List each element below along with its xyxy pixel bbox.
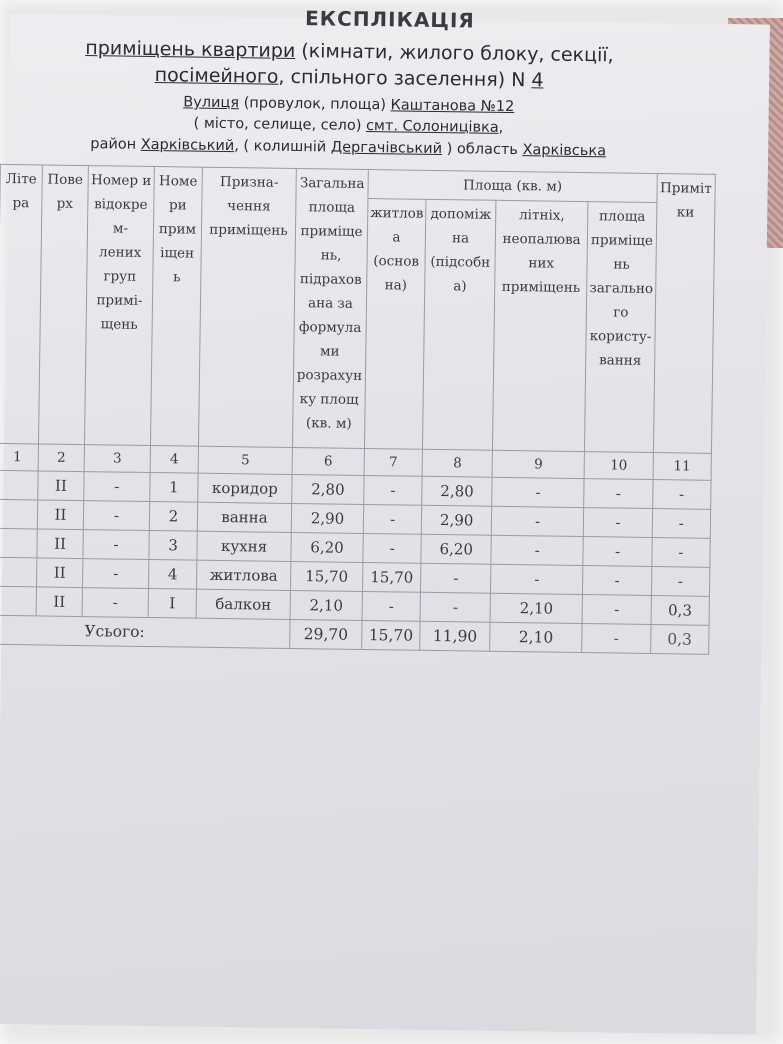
explication-table <box>0 164 716 655</box>
cell-group: - <box>83 501 149 531</box>
total-auxiliary-sum: 11,90 <box>420 621 490 651</box>
cell-total-area: 15,70 <box>290 561 362 591</box>
cell-room-number: 2 <box>149 501 197 531</box>
cell-summer: 2,10 <box>490 593 582 623</box>
col-number: 3 <box>84 445 150 473</box>
cell-floor: II <box>36 587 82 617</box>
col-number: 4 <box>150 446 198 474</box>
cell-living: - <box>363 533 422 563</box>
cell-room-number: 3 <box>149 530 197 560</box>
cell-group: - <box>84 472 150 502</box>
cell-auxiliary: 6,20 <box>421 534 491 564</box>
header-common: площа приміще нь загально го користу- вання <box>585 202 657 453</box>
cell-common: - <box>582 595 651 625</box>
total-label: Усього: <box>0 615 290 648</box>
cell-litera <box>0 586 37 616</box>
header-line-1: приміщень квартири (кімнати, жилого блоку, секції, <box>85 37 614 67</box>
cell-purpose: коридор <box>198 473 292 503</box>
cell-purpose: балкон <box>196 589 290 619</box>
col-number: 1 <box>0 443 38 471</box>
cell-note: - <box>652 509 710 539</box>
cell-floor: II <box>38 471 84 501</box>
cell-common: - <box>583 508 652 538</box>
col-number: 10 <box>584 452 653 480</box>
cell-purpose: житлова <box>196 560 290 590</box>
header-note: Приміт ки <box>653 174 715 454</box>
cell-total-area: 2,10 <box>290 590 362 620</box>
cell-summer: - <box>491 535 583 565</box>
header-living: житлов а (основ на) <box>364 199 426 450</box>
cell-room-number: I <box>148 588 196 618</box>
document-page <box>0 6 770 1035</box>
cell-living: - <box>362 591 421 621</box>
header-purpose: Призна- чення приміщень <box>198 167 296 447</box>
header-total-area: Загальна площа приміще нь, підрахов ана за формула ми розрахун ку площ (кв. м) <box>292 169 368 449</box>
cell-room-number: 1 <box>150 473 198 503</box>
cell-note: - <box>651 567 709 597</box>
header-group-number: Номер и відокре м- лених груп примі- щень <box>84 166 154 446</box>
header-room-number: Номе ри прим іщен ь <box>150 167 202 447</box>
col-number: 5 <box>198 446 292 474</box>
total-summer-sum: 2,10 <box>490 622 582 652</box>
col-number: 8 <box>422 449 492 477</box>
total-common-sum: - <box>582 624 651 654</box>
cell-group: - <box>83 530 149 560</box>
title-cut-off: ЕКСПЛІКАЦІЯ <box>304 6 475 33</box>
header-street-line: Вулиця (провулок, площа) Каштанова №12 <box>183 94 515 116</box>
total-area-sum: 29,70 <box>290 619 362 649</box>
total-living-sum: 15,70 <box>362 620 421 650</box>
header-auxiliary: допоміж на (підсобн а) <box>423 199 496 450</box>
header-line-2: посімейного, спільного заселення) N 4 <box>154 64 544 92</box>
cell-summer: - <box>492 477 584 507</box>
header-floor: Пове рх <box>38 165 88 445</box>
cell-room-number: 4 <box>148 559 196 589</box>
header-settlement-line: ( місто, селище, село) смт. Солоницівка, <box>193 115 504 136</box>
cell-common: - <box>584 479 653 509</box>
cell-note: - <box>652 538 710 568</box>
cell-total-area: 2,80 <box>292 474 364 504</box>
col-number: 7 <box>364 448 423 476</box>
col-number: 11 <box>653 453 711 481</box>
cell-floor: II <box>37 558 83 588</box>
col-number: 2 <box>38 444 84 472</box>
cell-total-area: 6,20 <box>291 532 363 562</box>
cell-purpose: ванна <box>197 502 291 532</box>
cell-auxiliary: 2,90 <box>421 505 491 535</box>
col-number: 6 <box>292 447 364 475</box>
cell-living: - <box>363 504 422 534</box>
col-number: 9 <box>492 450 584 478</box>
header-region-line: район Харківський, ( колишній Дергачівський ) область Харківська <box>90 136 607 160</box>
header-summer: літніх, неопалюва них приміщень <box>493 200 588 451</box>
cell-common: - <box>583 537 652 567</box>
cell-purpose: кухня <box>197 531 291 561</box>
cell-note: - <box>652 480 710 510</box>
total-note: 0,3 <box>650 625 708 655</box>
cell-auxiliary: 2,80 <box>422 476 492 506</box>
cell-living: - <box>364 475 423 505</box>
cell-litera <box>0 528 37 558</box>
cell-litera <box>0 557 37 587</box>
cell-summer: - <box>491 564 583 594</box>
cell-living: 15,70 <box>362 562 421 592</box>
cell-common: - <box>583 566 652 596</box>
cell-note: 0,3 <box>651 596 709 626</box>
header-area-group: Площа (кв. м) <box>368 170 657 203</box>
cell-litera <box>0 470 38 500</box>
cell-floor: II <box>37 500 83 530</box>
table-header-row <box>0 164 715 203</box>
cell-summer: - <box>491 506 583 536</box>
cell-group: - <box>82 588 148 618</box>
header-litera: Літе ра <box>0 164 42 444</box>
cell-litera <box>0 499 38 529</box>
cell-total-area: 2,90 <box>291 503 363 533</box>
cell-floor: II <box>37 529 83 559</box>
cell-group: - <box>82 559 148 589</box>
cell-auxiliary: - <box>420 592 490 622</box>
cell-auxiliary: - <box>421 563 491 593</box>
